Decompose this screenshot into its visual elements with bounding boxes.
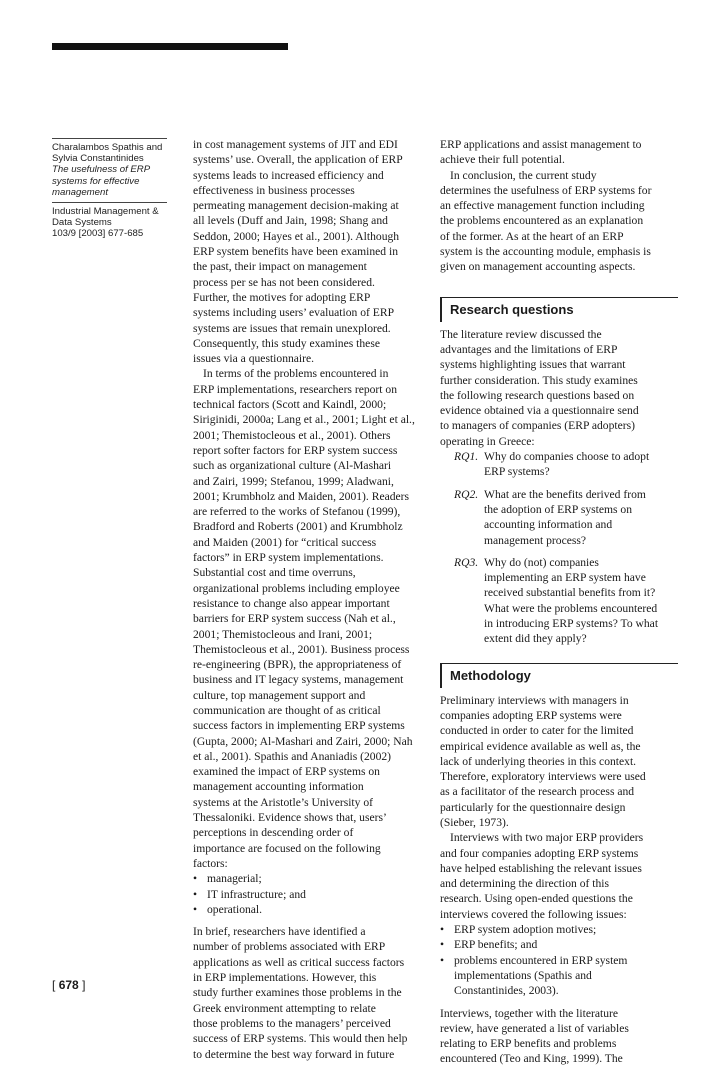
text-line: Why do companies choose to adopt <box>484 450 650 464</box>
text-line: et al., 2001). Spathis and Ananiadis (2002) <box>193 749 392 763</box>
text-line: Substantial cost and time overruns, <box>193 566 356 580</box>
text-line: and determining the direction of this <box>440 877 610 891</box>
article-title-line: The usefulness of ERP <box>52 164 151 176</box>
text-line: lack of underlying theories in this context. <box>440 754 637 768</box>
text-line: communication are thought of as critical <box>193 703 381 717</box>
text-line: extent did they apply? <box>484 632 587 646</box>
text-line: all levels (Duff and Jain, 1998; Shang and <box>193 214 388 228</box>
bullet-icon: • <box>440 938 445 952</box>
bullet-icon: • <box>193 872 198 886</box>
text-line: systems including users’ evaluation of ERP <box>193 306 395 320</box>
journal-line: 103/9 [2003] 677-685 <box>52 228 144 240</box>
text-line: ERP implementations, researchers report on <box>193 382 398 396</box>
text-line: given on management accounting aspects. <box>440 260 636 274</box>
research-question-1 <box>440 449 678 480</box>
bullet-list <box>440 922 678 998</box>
text-line: operating in Greece: <box>440 434 535 448</box>
text-line: are referred to the works of Stefanou (1999), <box>193 505 401 519</box>
text-line: (Gupta, 2000; Al-Mashari and Zairi, 2000; Nah <box>193 734 413 748</box>
text-line: review, have generated a list of variables <box>440 1021 629 1035</box>
text-line: the past, their impact on management <box>193 260 367 274</box>
text-line: study further examines those problems in the <box>193 986 402 1000</box>
text-line: to managers of companies (ERP adopters) <box>440 419 635 433</box>
text-line: permeating management decision-making at <box>193 199 399 213</box>
text-line: barriers for ERP system success (Nah et al., <box>193 612 396 626</box>
research-question-2 <box>440 487 678 548</box>
text-line: Consequently, this study examines these <box>193 336 380 350</box>
text-line: companies adopting ERP systems were <box>440 708 622 722</box>
article-info <box>52 139 167 198</box>
paragraph <box>440 1006 678 1067</box>
text-line: process per se has not been considered. <box>193 275 375 289</box>
text-line: Siriginidi, 2000a; Lang et al., 2001; Light et al., <box>193 413 415 427</box>
text-line: have helped establishing the relevant issues <box>440 861 642 875</box>
paragraph <box>440 137 678 168</box>
rq-label: RQ1. <box>454 450 479 464</box>
text-line: systems’ use. Overall, the application of ERP <box>193 153 403 167</box>
body-column-right <box>440 137 678 1067</box>
list-item: • ERP benefits; and <box>440 938 538 952</box>
section-heading-research-questions: Research questions <box>440 297 678 322</box>
text-line: the following research questions based on <box>440 388 635 402</box>
text-line: (Sieber, 1973). <box>440 815 509 829</box>
text-line: advantages and the limitations of ERP <box>440 342 618 356</box>
text-line: factors: <box>193 856 228 870</box>
running-sidebar <box>52 138 167 240</box>
text-line: report softer factors for ERP system success <box>193 443 398 457</box>
text-line: the adoption of ERP systems on <box>484 502 633 516</box>
text-line: evidence obtained via a questionnaire send <box>440 404 639 418</box>
text-line: interviews covered the following issues: <box>440 907 627 921</box>
text-line: The literature review discussed the <box>440 327 602 341</box>
text-line: 2001; Themistocleous et al., 2001). Others <box>193 428 391 442</box>
text-line: relating to ERP benefits and problems <box>440 1037 617 1051</box>
text-line: and four companies adopting ERP systems <box>440 846 639 860</box>
text-line: success factors in implementing ERP systems <box>193 719 405 733</box>
text-line: determines the usefulness of ERP systems for <box>440 183 652 197</box>
text-line: Greek environment attempting to relate <box>193 1001 376 1015</box>
header-rule <box>52 43 288 50</box>
text-line: Preliminary interviews with managers in <box>440 693 629 707</box>
text-line: empirical evidence available as well as, the <box>440 739 641 753</box>
text-line: the problems encountered as an explanation <box>440 214 644 228</box>
list-item: • IT infrastructure; and <box>193 887 306 901</box>
text-line: applications as well as critical success factors <box>193 955 405 969</box>
bullet-icon: • <box>440 923 445 937</box>
text-line: technical factors (Scott and Kaindl, 2000; <box>193 398 387 412</box>
text-line: number of problems associated with ERP <box>193 940 386 954</box>
text-line: systems highlighting issues that warrant <box>440 358 626 372</box>
journal-line: Data Systems <box>52 217 112 229</box>
text-line: In conclusion, the current study <box>450 168 597 182</box>
text-line: further consideration. This study examines <box>440 373 638 387</box>
text-line: effectiveness in business processes <box>193 183 355 197</box>
text-line: encountered (Teo and King, 1999). The <box>440 1052 623 1066</box>
paragraph <box>440 830 678 922</box>
text-line: success of ERP systems. This would then help <box>193 1032 408 1046</box>
text-line: factors” in ERP system implementations. <box>193 551 384 565</box>
text-line: What were the problems encountered <box>484 601 658 615</box>
text-line: ERP system benefits have been examined in <box>193 245 398 259</box>
text-line: Bradford and Roberts (2001) and Krumbholz <box>193 520 403 534</box>
text-line: accounting information and <box>484 518 613 532</box>
text-line: 2001; Krumbholz and Maiden, 2001). Readers <box>193 489 410 503</box>
text-line: received substantial benefits from it? <box>484 586 656 600</box>
text-line: Thessaloniki. Evidence shows that, users’ <box>193 811 387 825</box>
text-line: Further, the motives for adopting ERP <box>193 290 371 304</box>
list-item: • problems encountered in ERP system <box>440 953 628 967</box>
text-line: business and IT legacy systems, management <box>193 673 404 687</box>
text-line: systems at the Aristotle’s University of <box>193 795 374 809</box>
text-line: Themistocleous et al., 2001). Business process <box>193 642 410 656</box>
paragraph <box>440 693 678 831</box>
paragraph <box>193 137 429 366</box>
text-line: management accounting information <box>193 780 364 794</box>
text-line: and Maiden (2001) for “critical success <box>193 535 377 549</box>
text-line: Interviews with two major ERP providers <box>450 831 644 845</box>
list-item-continuation: Constantinides, 2003). <box>454 984 559 998</box>
research-question-3 <box>440 555 678 647</box>
section-heading-methodology: Methodology <box>440 663 678 688</box>
paragraph <box>193 924 429 1062</box>
text-line: systems are issues that remain unexplored. <box>193 321 391 335</box>
text-line: to determine the best way forward in future <box>193 1047 395 1061</box>
text-line: examined the impact of ERP systems on <box>193 765 380 779</box>
text-line: In terms of the problems encountered in <box>203 367 389 381</box>
list-item: • operational. <box>193 902 263 916</box>
author-line: Charalambos Spathis and <box>52 142 163 153</box>
text-line: resistance to change also appear important <box>193 596 390 610</box>
journal-info <box>52 203 167 240</box>
text-line: system is the accounting module, emphasis is <box>440 245 651 259</box>
text-line: particularly for the questionnaire design <box>440 800 626 814</box>
text-line: perceptions in descending order of <box>193 826 354 840</box>
paragraph <box>440 327 678 449</box>
text-line: What are the benefits derived from <box>484 487 646 501</box>
text-line: In brief, researchers have identified a <box>193 925 366 939</box>
text-line: achieve their full potential. <box>440 153 565 167</box>
text-line: importance are focused on the following <box>193 841 381 855</box>
article-title-line: management <box>52 186 108 198</box>
article-title-line: systems for effective <box>52 175 140 187</box>
journal-line: Industrial Management & <box>52 206 159 218</box>
text-line: as a facilitator of the research process and <box>440 785 635 799</box>
text-line: Interviews, together with the literature <box>440 1006 619 1020</box>
list-item-continuation: implementations (Spathis and <box>454 968 592 982</box>
text-line: 2001; Themistocleous and Irani, 2001; <box>193 627 373 641</box>
text-line: implementing an ERP system have <box>484 571 646 585</box>
bullet-icon: • <box>440 953 445 967</box>
text-line: and Zairi, 1999; Stefanou, 1999; Aladwani, <box>193 474 394 488</box>
body-column-left <box>193 137 429 1062</box>
text-line: culture, top management support and <box>193 688 366 702</box>
text-line: such as organizational culture (Al-Mashari <box>193 459 392 473</box>
bullet-icon: • <box>193 887 198 901</box>
text-line: conducted in order to cater for the limited <box>440 724 634 738</box>
text-line: organizational problems including employee <box>193 581 400 595</box>
text-line: an effective management function including <box>440 199 645 213</box>
text-line: re-engineering (BPR), the appropriateness of <box>193 658 402 672</box>
text-line: in introducing ERP systems? To what <box>484 617 659 631</box>
text-line: in cost management systems of JIT and EDI <box>193 138 398 151</box>
text-line: management process? <box>484 533 587 547</box>
paragraph <box>440 168 678 275</box>
text-line: systems leads to increased efficiency and <box>193 168 384 182</box>
rq-label: RQ2. <box>454 487 479 501</box>
author-line: Sylvia Constantinides <box>52 153 144 165</box>
list-item: • ERP system adoption motives; <box>440 923 597 937</box>
list-item: • managerial; <box>193 872 262 886</box>
text-line: Seddon, 2000; Hayes et al., 2001). Although <box>193 229 400 243</box>
rq-label: RQ3. <box>454 555 479 569</box>
paragraph <box>193 366 429 871</box>
text-line: ERP systems? <box>484 465 550 479</box>
page-number: [ 678 ] <box>52 978 86 992</box>
bullet-icon: • <box>193 902 198 916</box>
text-line: issues via a questionnaire. <box>193 352 315 366</box>
text-line: Therefore, exploratory interviews were used <box>440 770 646 784</box>
text-line: of the former. As at the heart of an ERP <box>440 229 624 243</box>
text-line: those problems to the managers’ perceived <box>193 1016 391 1030</box>
text-line: Why do (not) companies <box>484 555 599 569</box>
bullet-list <box>193 871 429 917</box>
text-line: ERP applications and assist management to <box>440 138 642 151</box>
text-line: in ERP implementations. However, this <box>193 971 377 985</box>
text-line: research. Using open-ended questions the <box>440 892 633 906</box>
